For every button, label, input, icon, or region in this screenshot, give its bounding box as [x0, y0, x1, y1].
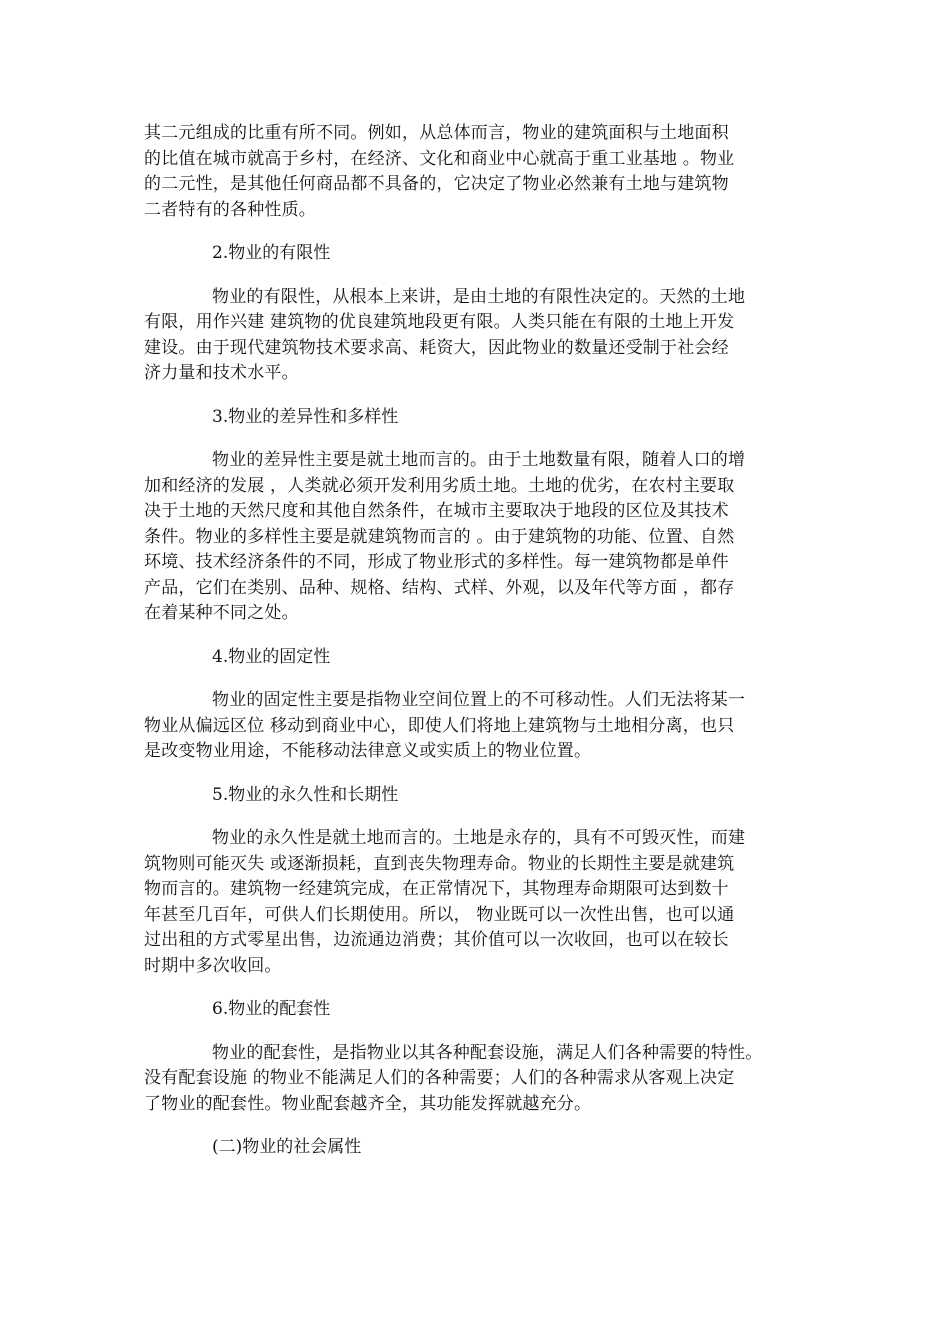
paragraph-line: 二者特有的各种性质。 — [144, 199, 316, 220]
paragraph-line: 年甚至几百年，可供人们长期使用。所以， 物业既可以一次性出售，也可以通 — [144, 904, 735, 925]
paragraph-line: 筑物则可能灭失 或逐渐损耗，直到丧失物理寿命。物业的长期性主要是就建筑 — [144, 853, 735, 874]
paragraph-line: 环境、技术经济条件的不同，形成了物业形式的多样性。每一建筑物都是单件 — [144, 552, 729, 572]
section-heading: 4.物业的固定性 — [212, 646, 331, 667]
body-paragraph — [144, 1041, 812, 1118]
paragraph-line: 物业的配套性，是指物业以其各种配套设施，满足人们各种需要的特性。 — [212, 1042, 763, 1063]
paragraph-line: 过出租的方式零星出售，边流通边消费；其价值可以一次收回，也可以在较长 — [144, 930, 729, 950]
paragraph-line: 物业的有限性，从根本上来讲，是由土地的有限性决定的。天然的土地 — [212, 286, 746, 307]
paragraph-line: 物业的差异性主要是就土地而言的。由于土地数量有限，随着人口的增 — [212, 450, 746, 470]
body-paragraph — [144, 688, 812, 765]
paragraph-line: 建设。由于现代建筑物技术要求高、耗资大，因此物业的数量还受制于社会经 — [144, 337, 729, 358]
paragraph-line: 有限，用作兴建 建筑物的优良建筑地段更有限。人类只能在有限的土地上开发 — [144, 312, 735, 332]
body-paragraph — [144, 826, 812, 979]
paragraph-line: 其二元组成的比重有所不同。例如，从总体而言，物业的建筑面积与土地面积 — [144, 123, 729, 143]
section-heading: 3.物业的差异性和多样性 — [212, 406, 399, 427]
section-heading: (二)物业的社会属性 — [212, 1137, 362, 1157]
document-page — [144, 121, 812, 1161]
paragraph-line: 条件。物业的多样性主要是就建筑物而言的 。由于建筑物的功能、位置、自然 — [144, 526, 735, 547]
paragraph-line: 产品，它们在类别、品种、规格、结构、式样、外观，以及年代等方面 ，都存 — [144, 577, 735, 598]
paragraph-line: 时期中多次收回。 — [144, 955, 282, 976]
body-paragraph — [144, 121, 812, 223]
paragraph-line: 物业从偏远区位 移动到商业中心，即使人们将地上建筑物与土地相分离，也只 — [144, 715, 735, 736]
paragraph-line: 物而言的。建筑物一经建筑完成，在正常情况下，其物理寿命期限可达到数十 — [144, 879, 729, 899]
paragraph-line: 的二元性，是其他任何商品都不具备的，它决定了物业必然兼有土地与建筑物 — [144, 174, 729, 194]
body-paragraph — [144, 285, 812, 387]
section-heading: 2.物业的有限性 — [212, 243, 331, 263]
section-heading: 5.物业的永久性和长期性 — [212, 784, 399, 805]
paragraph-line: 物业的永久性是就土地而言的。土地是永存的，具有不可毁灭性，而建 — [212, 828, 746, 848]
paragraph-line: 了物业的配套性。物业配套越齐全，其功能发挥就越充分。 — [144, 1093, 592, 1114]
paragraph-line: 物业的固定性主要是指物业空间位置上的不可移动性。人们无法将某一 — [212, 690, 746, 710]
paragraph-line: 是改变物业用途，不能移动法律意义或实质上的物业位置。 — [144, 741, 592, 761]
paragraph-line: 济力量和技术水平。 — [144, 363, 299, 383]
paragraph-line: 在着某种不同之处。 — [144, 603, 299, 623]
paragraph-line: 没有配套设施 的物业不能满足人们的各种需要；人们的各种需求从客观上决定 — [144, 1068, 735, 1088]
section-heading: 6.物业的配套性 — [212, 999, 331, 1019]
paragraph-line: 决于土地的天然尺度和其他自然条件，在城市主要取决于地段的区位及其技术 — [144, 501, 729, 521]
paragraph-line: 加和经济的发展 ，人类就必须开发利用劣质土地。土地的优劣，在农村主要取 — [144, 475, 735, 496]
body-paragraph — [144, 448, 812, 627]
paragraph-line: 的比值在城市就高于乡村，在经济、文化和商业中心就高于重工业基地 。物业 — [144, 148, 735, 169]
